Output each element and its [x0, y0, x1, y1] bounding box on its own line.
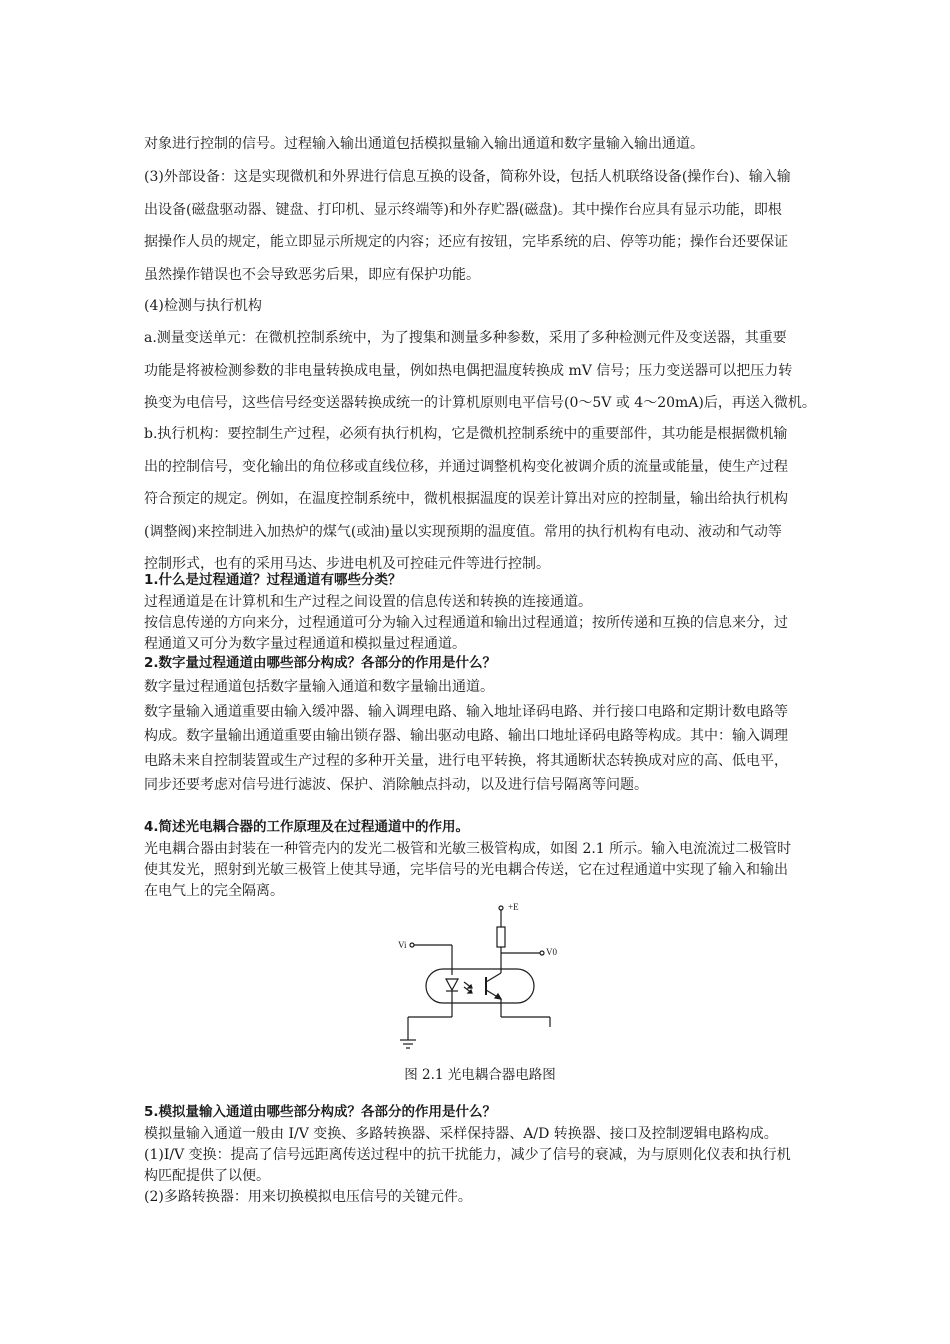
text-line: 功能是将被检测参数的非电量转换成电量，例如热电偶把温度转换成 mV 信号；压力变送器可以把压力转 — [144, 362, 793, 379]
text-line: 数字量输入通道重要由输入缓冲器、输入调理电路、输入地址译码电路、并行接口电路和定期计数电路等 — [144, 703, 788, 720]
text-line: 过程通道是在计算机和生产过程之间设置的信息传送和转换的连接通道。 — [144, 594, 592, 610]
text-line: 出的控制信号，变化输出的角位移或直线位移，并通过调整机构变化被调介质的流量或能量，使生产过程 — [144, 458, 788, 475]
paragraph-actuator — [144, 418, 809, 581]
answer-5 — [144, 1124, 809, 1208]
text-line: 换变为电信号，这些信号经变送器转换成统一的计算机原则电平信号(0～5V 或 4～20mA)后，再送入微机。 — [144, 395, 816, 411]
text-line: 构匹配提供了以便。 — [144, 1168, 270, 1184]
text-line: (调整阀)来控制进入加热炉的煤气(或油)量以实现预期的温度值。常用的执行机构有电动、液动和气动等 — [144, 523, 782, 540]
led-symbol — [446, 979, 458, 990]
text-line: (3)外部设备：这是实现微机和外界进行信息互换的设备，简称外设，包括人机联络设备(操作台)、输入输 — [144, 169, 791, 185]
text-line: 数字量过程通道包括数字量输入通道和数字量输出通道。 — [144, 679, 494, 695]
transistor-collector — [486, 973, 501, 982]
supply-label: +E — [508, 902, 519, 912]
text-line: 光电耦合器由封装在一种管壳内的发光二极管和光敏三极管构成，如图 2.1 所示。输入电流流过二极管时 — [144, 841, 792, 857]
text-line: (2)多路转换器：用来切换模拟电压信号的关键元件。 — [144, 1189, 472, 1205]
input-label: Vi — [398, 940, 407, 950]
optocoupler-circuit-diagram — [390, 895, 570, 1065]
emitter-arrow — [495, 994, 501, 999]
optocoupler-package — [426, 969, 534, 1003]
text-line: 使其发光，照射到光敏三极管上使其导通，完毕信号的光电耦合传送，它在过程通道中实现了输入和输出 — [144, 862, 788, 878]
question-4-heading: 4.简述光电耦合器的工作原理及在过程通道中的作用。 — [144, 819, 470, 835]
text-line: 按信息传递的方向来分，过程通道可分为输入过程通道和输出过程通道；按所传递和互换的信息来分，过 — [144, 615, 788, 631]
answer-1 — [144, 592, 809, 655]
paragraph-external-devices — [144, 161, 809, 291]
output-terminal — [540, 951, 544, 955]
text-line: (1)I/V 变换：提高了信号远距离传送过程中的抗干扰能力，减少了信号的衰减，为与原则化仪表和执行机 — [144, 1147, 791, 1163]
supply-terminal — [499, 906, 503, 910]
text-line: (4)检测与执行机构 — [144, 298, 262, 314]
question-5-heading: 5.模拟量输入通道由哪些部分构成？各部分的作用是什么？ — [144, 1104, 497, 1120]
text-line: 出设备(磁盘驱动器、键盘、打印机、显示终端等)和外存贮器(磁盘)。其中操作台应具有显示功能，即根 — [144, 201, 782, 218]
text-line: a.测量变送单元：在微机控制系统中，为了搜集和测量多种参数，采用了多种检测元件及变送器，其重要 — [144, 330, 787, 346]
text-line: 电路未来自控制装置或生产过程的多种开关量，进行电平转换，将其通断状态转换成对应的高、低电平， — [144, 752, 788, 769]
text-line: 虽然操作错误也不会导致恶劣后果，即应有保护功能。 — [144, 266, 480, 283]
text-line: 同步还要考虑对信号进行滤波、保护、消除触点抖动，以及进行信号隔离等问题。 — [144, 777, 648, 793]
figure-caption: 图 2.1 光电耦合器电路图 — [404, 1067, 556, 1083]
text-line: 模拟量输入通道一般由 I/V 变换、多路转换器、采样保持器、A/D 转换器、接口及控制逻辑电路构成。 — [144, 1126, 778, 1142]
paragraph-measurement-unit — [144, 322, 816, 420]
output-label: V0 — [546, 947, 557, 957]
text-line: 据操作人员的规定，能立即显示所规定的内容；还应有按钮，完毕系统的启、停等功能；操作台还要保证 — [144, 234, 788, 250]
text-line: 控制形式，也有的采用马达、步进电机及可控硅元件等进行控制。 — [144, 556, 550, 572]
text-line: 在电气上的完全隔离。 — [144, 883, 284, 899]
text-line: 程通道又可分为数字量过程通道和模拟量过程通道。 — [144, 636, 466, 652]
answer-2 — [144, 675, 809, 798]
paragraph-heading-detection — [144, 290, 809, 323]
resistor-symbol — [497, 927, 505, 947]
input-terminal — [410, 943, 414, 947]
answer-4 — [144, 839, 809, 902]
text-line: 符合预定的规定。例如，在温度控制系统中，微机根据温度的误差计算出对应的控制量，输出给执行机构 — [144, 491, 788, 507]
text-line: 对象进行控制的信号。过程输入输出通道包括模拟量输入输出通道和数字量输入输出通道。 — [144, 136, 704, 152]
paragraph-intro-tail — [144, 128, 809, 161]
question-2-heading: 2.数字量过程通道由哪些部分构成？各部分的作用是什么？ — [144, 655, 497, 671]
text-line: b.执行机构：要控制生产过程，必须有执行机构，它是微机控制系统中的重要部件，其功能是根据微机输 — [144, 426, 788, 442]
question-1-heading: 1.什么是过程通道？过程通道有哪些分类？ — [144, 572, 402, 588]
text-line: 构成。数字量输出通道重要由输出锁存器、输出驱动电路、输出口地址译码电路等构成。其中：输入调理 — [144, 728, 788, 744]
